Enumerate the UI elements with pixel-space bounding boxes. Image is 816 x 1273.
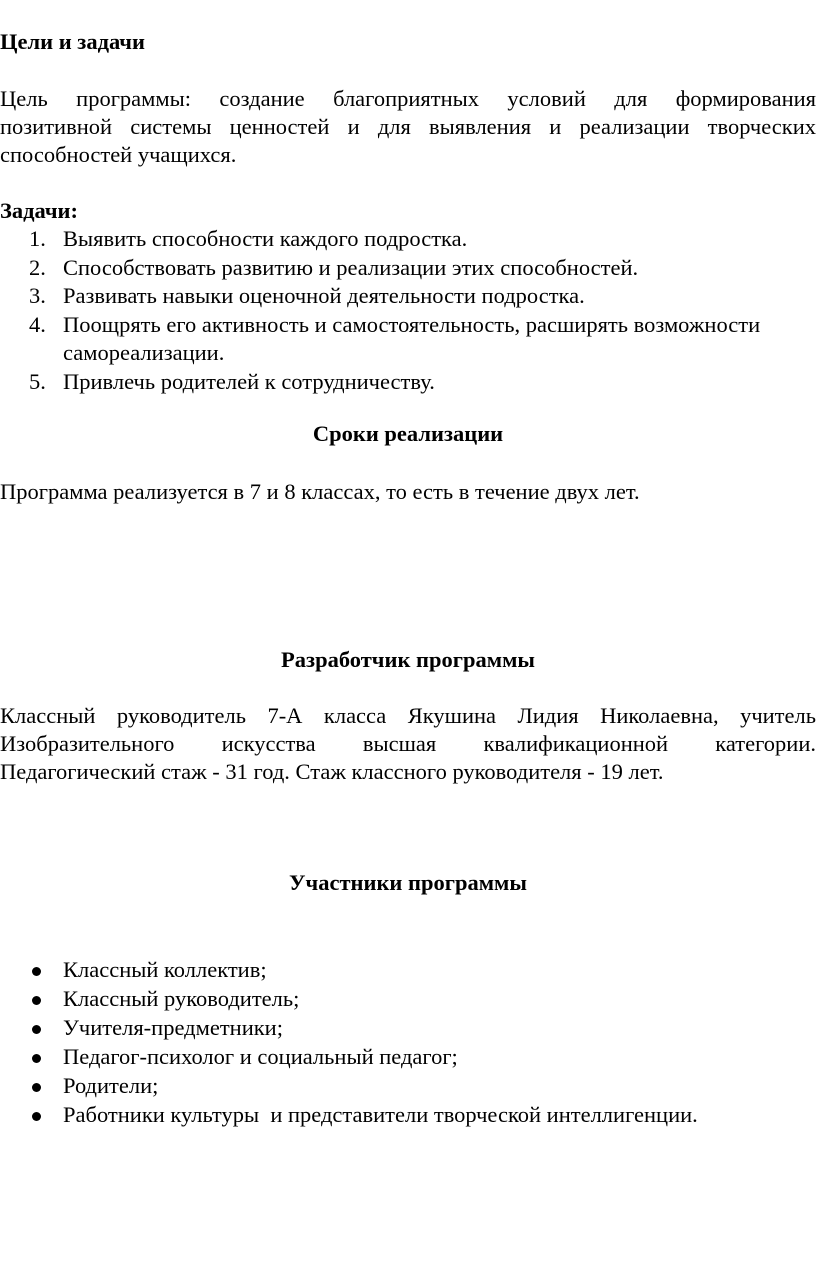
participant-item [0, 1072, 816, 1101]
task-number: 5. [29, 368, 46, 394]
timeline-heading: Сроки реализации [312, 421, 504, 446]
participant-item [0, 1014, 816, 1043]
task-item [0, 368, 816, 397]
developer-line: Изобразительного искусства высшая квалификационной категории. [0, 731, 816, 756]
purpose-line: позитивной системы ценностей и для выявления и реализации творческих [0, 114, 816, 139]
participant-item [0, 1043, 816, 1072]
task-number: 3. [29, 283, 46, 308]
task-number: 4. [29, 311, 46, 337]
task-item [0, 311, 816, 368]
task-text: Выявить способности каждого подростка. [63, 226, 468, 251]
participant-text: Родители; [63, 1072, 159, 1098]
participant-item [0, 956, 816, 985]
task-item [0, 282, 816, 311]
participant-text: Педагог-психолог и социальный педагог; [63, 1043, 458, 1069]
participant-text: Работники культуры и представители творческой интеллигенции. [63, 1101, 698, 1127]
task-text: Развивать навыки оценочной деятельности подростка. [63, 283, 585, 308]
bullet-icon [32, 996, 41, 1005]
bullet-icon [32, 1054, 41, 1063]
task-number: 2. [29, 254, 46, 280]
task-item [0, 254, 816, 283]
developer-line: Классный руководитель 7-А класса Якушина Лидия Николаевна, учитель [0, 703, 816, 728]
developer-heading: Разработчик программы [281, 647, 535, 672]
purpose-line: Цель программы: создание благоприятных условий для формирования [0, 86, 816, 111]
goals-heading: Цели и задачи [0, 29, 145, 54]
task-text: Способствовать развитию и реализации этих способностей. [63, 254, 639, 280]
bullet-icon [32, 1025, 41, 1034]
tasks-heading: Задачи: [0, 198, 79, 223]
task-number: 1. [29, 226, 46, 251]
participant-text: Классный коллектив; [63, 957, 267, 982]
bullet-icon [32, 967, 41, 976]
developer-line: Педагогический стаж - 31 год. Стаж классного руководителя - 19 лет. [0, 759, 664, 784]
participant-text: Классный руководитель; [63, 985, 300, 1011]
bullet-icon [32, 1112, 41, 1121]
participant-item [0, 1101, 816, 1130]
task-item [0, 225, 816, 254]
participant-text: Учителя-предметники; [63, 1014, 283, 1040]
participants-list [0, 956, 816, 1129]
timeline-text: Программа реализуется в 7 и 8 классах, то есть в течение двух лет. [0, 479, 640, 504]
participants-heading: Участники программы [289, 870, 527, 895]
tasks-list [0, 225, 816, 396]
task-text: Привлечь родителей к сотрудничеству. [63, 368, 435, 394]
participant-item [0, 985, 816, 1014]
bullet-icon [32, 1083, 41, 1092]
task-text: Поощрять его активность и самостоятельность, расширять возможности самореализации. [63, 311, 761, 365]
purpose-line: способностей учащихся. [0, 142, 237, 167]
